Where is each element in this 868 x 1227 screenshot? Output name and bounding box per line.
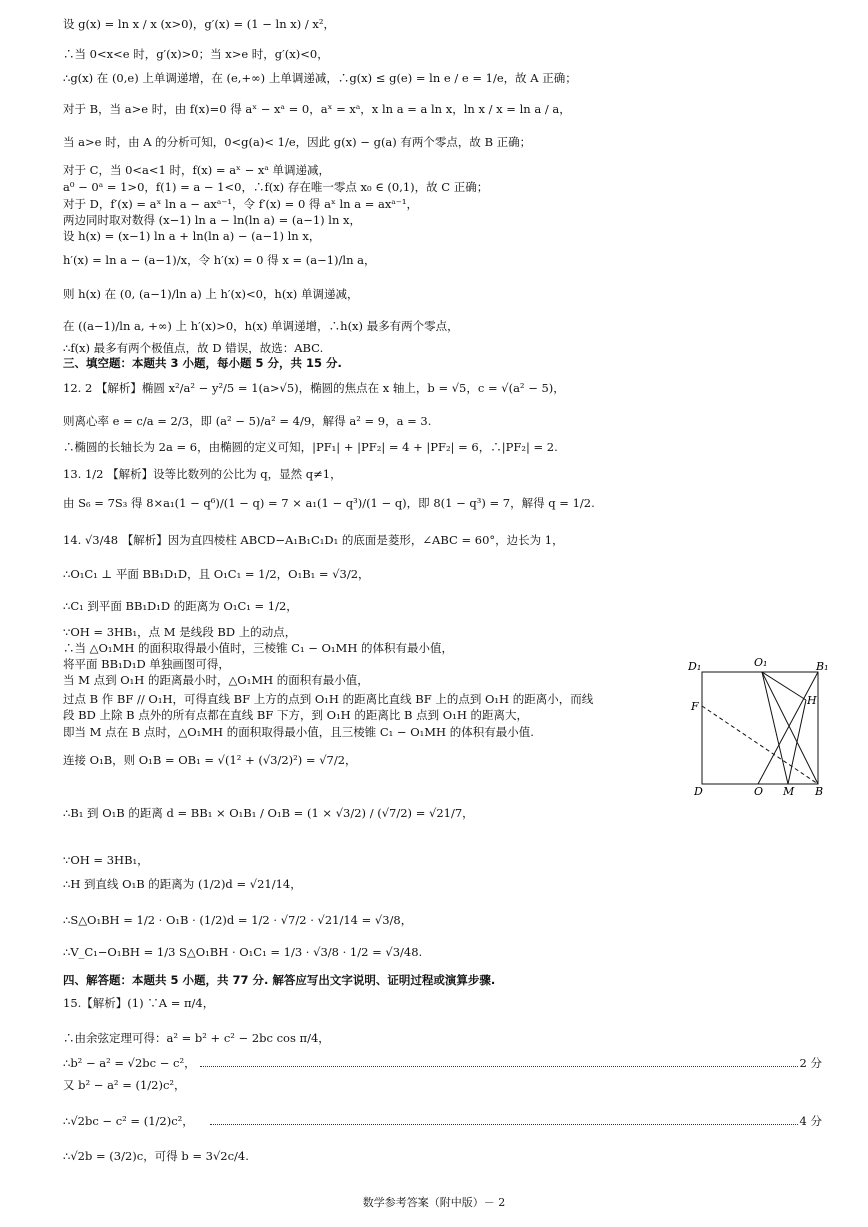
line-14-l: ∵OH = 3HB₁，: [63, 853, 149, 867]
label-o: O: [754, 785, 764, 796]
segment-o1-b: [762, 672, 818, 784]
line-15-a: 15.【解析】(1) ∵A = π/4，: [63, 996, 215, 1010]
line-7: a⁰ − 0ᵃ = 1>0，f(1) = a − 1<0，∴f(x) 存在唯一零点 x₀ ∈ (0,1)，故 C 正确；: [63, 180, 489, 194]
line-12-conclusion: ∴椭圆的长轴长为 2a = 6，由椭圆的定义可知，|PF₁| + |PF₂| = 4 + |PF₂| = 6，∴|PF₂| = 2.: [63, 440, 558, 454]
label-m: M: [783, 785, 795, 796]
line-1: 设 g(x) = ln x / x (x>0)，g′(x) = (1 − ln x) / x²，: [63, 17, 336, 31]
line-12-answer: 12. 2 【解析】椭圆 x²/a² − y²/5 = 1(a>√5)，椭圆的焦点在 x 轴上，b = √5，c = √(a² − 5)，: [63, 381, 565, 395]
dot-leader: [200, 1066, 798, 1067]
line-4: 对于 B，当 a>e 时，由 f(x)=0 得 aˣ − xᵃ = 0，aˣ = xᵃ，x ln a = a ln x，ln x / x = ln a / a，: [63, 102, 571, 116]
line-15-d: 又 b² − a² = (1/2)c²，: [63, 1078, 186, 1092]
line-13: 在 ((a−1)/ln a, +∞) 上 h′(x)>0，h(x) 单调递增，∴h(x) 最多有两个零点，: [63, 319, 459, 333]
line-14-b: ∴C₁ 到平面 BB₁D₁D 的距离为 O₁C₁ = 1/2，: [63, 599, 298, 613]
section-solution-heading: 四、解答题：本题共 5 小题，共 77 分. 解答应写出文字说明、证明过程或演算步骤.: [63, 973, 496, 987]
line-14-c: ∵OH = 3HB₁，点 M 是线段 BD 上的动点，: [63, 625, 297, 639]
line-6: 对于 C，当 0<a<1 时，f(x) = aˣ − xᵃ 单调递减，: [63, 163, 330, 177]
dot-leader: [210, 1124, 798, 1125]
segment-bf-dashed: [702, 706, 818, 784]
line-14-a: ∴O₁C₁ ⊥ 平面 BB₁D₁D，且 O₁C₁ = 1/2，O₁B₁ = √3/2，: [63, 567, 370, 581]
score-mark: 2 分: [799, 1056, 822, 1070]
page-footer: 数学参考答案（附中版）－ 2: [362, 1196, 506, 1209]
line-3: ∴g(x) 在 (0,e) 上单调递增，在 (e,+∞) 上单调递减，∴g(x) ≤ g(e) = ln e / e = 1/e，故 A 正确；: [63, 71, 577, 85]
line-14-h: 段 BD 上除 B 点外的所有点都在直线 BF 下方，到 O₁H 的距离比 B 点到 O₁H 的距离大，: [63, 708, 528, 722]
line-14: ∴f(x) 最多有两个极值点，故 D 错误，故选：ABC.: [63, 341, 324, 355]
line-15-e: ∴√2bc − c² = (1/2)c²，: [63, 1114, 194, 1128]
line-14-d: ∴当 △O₁MH 的面积取得最小值时，三棱锥 C₁ − O₁MH 的体积有最小值，: [63, 641, 454, 655]
line-15-b: ∴由余弦定理可得：a² = b² + c² − 2bc cos π/4，: [63, 1031, 330, 1045]
label-b1: B₁: [816, 660, 829, 673]
label-h: H: [807, 694, 817, 707]
line-9: 两边同时取对数得 (x−1) ln a − ln(ln a) = (a−1) ln x，: [63, 213, 362, 227]
label-o1: O₁: [754, 656, 768, 669]
line-14-k: ∴B₁ 到 O₁B 的距离 d = BB₁ × O₁B₁ / O₁B = (1 × √3/2) / (√7/2) = √21/7，: [63, 806, 474, 820]
line-12-eccentricity: 则离心率 e = c/a = 2/3，即 (a² − 5)/a² = 4/9，解得 a² = 9，a = 3.: [63, 414, 432, 428]
line-8: 对于 D，f′(x) = aˣ ln a − axᵃ⁻¹，令 f′(x) = 0 得 aˣ ln a = axᵃ⁻¹，: [63, 197, 418, 211]
line-14-g: 过点 B 作 BF // O₁H，可得直线 BF 上方的点到 O₁H 的距离比直线 BF 上的点到 O₁H 的距离小，而线: [63, 692, 594, 706]
line-14-i: 即当 M 点在 B 点时，△O₁MH 的面积取得最小值，且三棱锥 C₁ − O₁MH 的体积有最小值.: [63, 725, 534, 739]
line-14-e: 将平面 BB₁D₁D 单独画图可得，: [63, 657, 230, 671]
section-fill-blank-heading: 三、填空题：本题共 3 小题，每小题 5 分，共 15 分.: [63, 356, 342, 370]
line-10: 设 h(x) = (x−1) ln a + ln(ln a) − (a−1) ln x，: [63, 229, 321, 243]
label-d1: D₁: [688, 660, 702, 673]
line-2: ∴当 0<x<e 时，g′(x)>0；当 x>e 时，g′(x)<0，: [63, 47, 329, 61]
geometry-figure: [688, 656, 833, 796]
label-f: F: [691, 700, 699, 713]
score-mark: 4 分: [799, 1114, 822, 1128]
segment-o1-m: [762, 672, 788, 784]
line-14-o: ∴V_C₁−O₁BH = 1/3 S△O₁BH · O₁C₁ = 1/3 · √3/8 · 1/2 = √3/48.: [63, 945, 423, 959]
line-14-f: 当 M 点到 O₁H 的距离最小时，△O₁MH 的面积有最小值，: [63, 673, 369, 687]
section-rectangle: [702, 672, 818, 784]
line-13-solution: 由 S₆ = 7S₃ 得 8×a₁(1 − q⁶)/(1 − q) = 7 × a₁(1 − q³)/(1 − q)，即 8(1 − q³) = 7，解得 q = 1/2.: [63, 496, 595, 510]
line-14-answer: 14. √3/48 【解析】因为直四棱柱 ABCD−A₁B₁C₁D₁ 的底面是菱形，∠ABC = 60°，边长为 1，: [63, 533, 564, 547]
line-14-n: ∴S△O₁BH = 1/2 · O₁B · (1/2)d = 1/2 · √7/2 · √21/14 = √3/8，: [63, 913, 413, 927]
label-d: D: [694, 785, 703, 796]
line-13-answer: 13. 1/2 【解析】设等比数列的公比为 q，显然 q≠1，: [63, 467, 342, 481]
line-14-m: ∴H 到直线 O₁B 的距离为 (1/2)d = √21/14，: [63, 877, 302, 891]
line-11: h′(x) = ln a − (a−1)/x，令 h′(x) = 0 得 x = (a−1)/ln a，: [63, 253, 376, 267]
line-14-j: 连接 O₁B，则 O₁B = OB₁ = √(1² + (√3/2)²) = √7/2，: [63, 753, 357, 767]
line-12: 则 h(x) 在 (0, (a−1)/ln a) 上 h′(x)<0，h(x) 单调递减，: [63, 287, 359, 301]
segment-h-m: [788, 700, 806, 784]
line-5: 当 a>e 时，由 A 的分析可知，0<g(a)< 1/e，因此 g(x) − g(a) 有两个零点，故 B 正确；: [63, 135, 532, 149]
line-15-c: ∴b² − a² = √2bc − c²，: [63, 1056, 196, 1070]
line-15-f: ∴√2b = (3/2)c，可得 b = 3√2c/4.: [63, 1149, 249, 1163]
label-b: B: [815, 785, 824, 796]
